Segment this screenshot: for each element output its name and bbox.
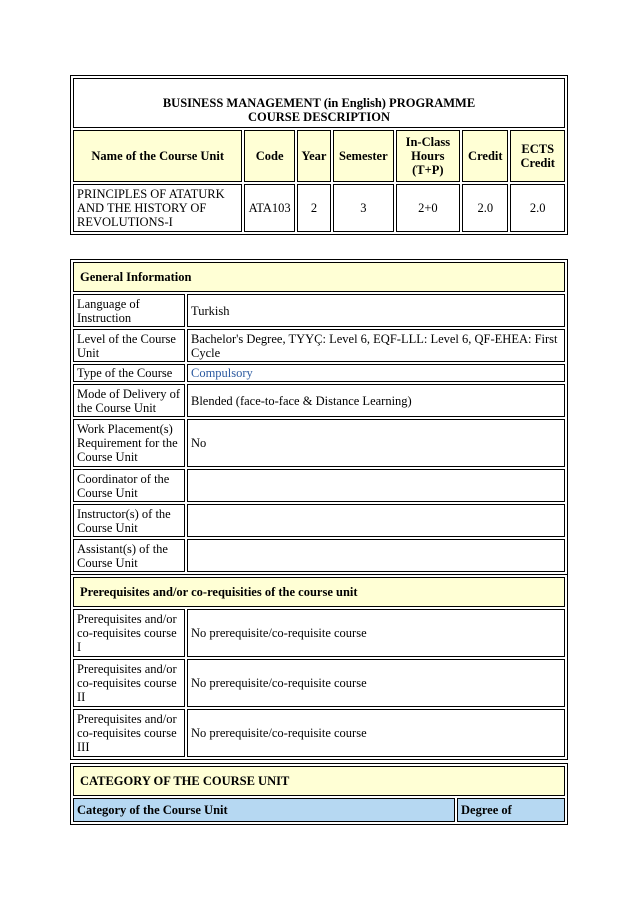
col-code-header: Code [244, 130, 294, 182]
category-title: CATEGORY OF THE COURSE UNIT [73, 766, 565, 796]
course-hours: 2+0 [396, 184, 461, 232]
type-value: Compulsory [187, 364, 565, 382]
course-code: ATA103 [244, 184, 294, 232]
col-credit-header: Credit [462, 130, 508, 182]
general-information-title: General Information [73, 262, 565, 292]
programme-title: BUSINESS MANAGEMENT (in English) PROGRAMME [162, 96, 476, 110]
coordinator-value [187, 469, 565, 502]
work-placement-label: Work Placement(s) Requirement for the Course Unit [73, 419, 185, 467]
programme-title-cell [73, 78, 565, 128]
prerequisites-table [70, 574, 568, 760]
prereq-2-value: No prerequisite/co-requisite course [187, 659, 565, 707]
mode-label: Mode of Delivery of the Course Unit [73, 384, 185, 417]
prereq-1-value: No prerequisite/co-requisite course [187, 609, 565, 657]
category-col-header: Category of the Course Unit [73, 798, 455, 822]
col-year-header: Year [297, 130, 331, 182]
course-ects: 2.0 [510, 184, 565, 232]
course-year: 2 [297, 184, 331, 232]
level-value: Bachelor's Degree, TYYÇ: Level 6, EQF-LLL: Level 6, QF-EHEA: First Cycle [187, 329, 565, 362]
prerequisites-title: Prerequisites and/or co-requisities of the course unit [73, 577, 565, 607]
language-value: Turkish [187, 294, 565, 327]
mode-value: Blended (face-to-face & Distance Learning) [187, 384, 565, 417]
level-label: Level of the Course Unit [73, 329, 185, 362]
course-semester: 3 [333, 184, 393, 232]
instructor-value [187, 504, 565, 537]
coordinator-label: Coordinator of the Course Unit [73, 469, 185, 502]
col-name-header: Name of the Course Unit [73, 130, 242, 182]
course-summary-table [70, 75, 568, 235]
course-name: PRINCIPLES OF ATATURK AND THE HISTORY OF REVOLUTIONS-I [73, 184, 242, 232]
language-label: Language of Instruction [73, 294, 185, 327]
prereq-3-label: Prerequisites and/or co-requisites course III [73, 709, 185, 757]
work-placement-value: No [187, 419, 565, 467]
col-hours-header: In-Class Hours (T+P) [396, 130, 461, 182]
prereq-1-label: Prerequisites and/or co-requisites course I [73, 609, 185, 657]
course-credit: 2.0 [462, 184, 508, 232]
type-label: Type of the Course [73, 364, 185, 382]
category-table [70, 763, 568, 825]
instructor-label: Instructor(s) of the Course Unit [73, 504, 185, 537]
prereq-2-label: Prerequisites and/or co-requisites course II [73, 659, 185, 707]
prereq-3-value: No prerequisite/co-requisite course [187, 709, 565, 757]
general-information-table [70, 259, 568, 575]
assistant-value [187, 539, 565, 572]
assistant-label: Assistant(s) of the Course Unit [73, 539, 185, 572]
col-ects-header: ECTS Credit [510, 130, 565, 182]
course-description-subtitle: COURSE DESCRIPTION [247, 110, 391, 124]
degree-col-header: Degree of [457, 798, 565, 822]
col-semester-header: Semester [333, 130, 393, 182]
